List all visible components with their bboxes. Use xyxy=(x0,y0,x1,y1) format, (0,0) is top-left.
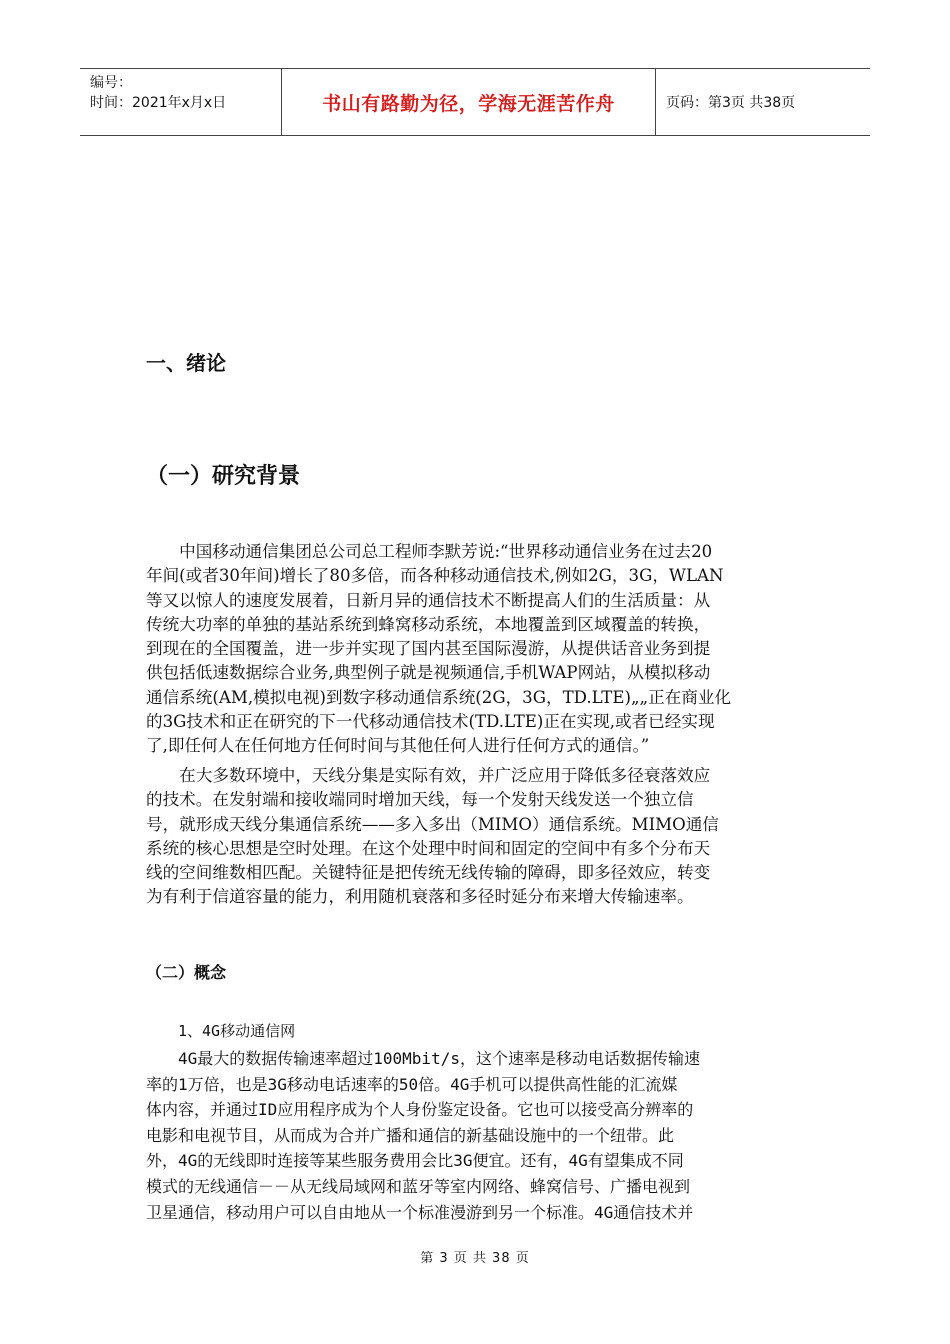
text-line: 年间(或者30年间)增长了80多倍，而各种移动通信技术,例如2G，3G，WLAN xyxy=(146,566,724,586)
header-motto: 书山有路勤为径，学海无涯苦作舟 xyxy=(322,92,615,115)
text-line: 为有利于信道容量的能力，利用随机衰落和多径时延分布来增大传输速率。 xyxy=(146,887,694,907)
text-line: 供包括低速数据综合业务,典型例子就是视频通信,手机WAP网站，从模拟移动 xyxy=(146,663,711,683)
text-line: 等又以惊人的速度发展着，日新月异的通信技术不断提高人们的生活质量：从 xyxy=(146,590,711,610)
header-number: 编号： xyxy=(90,75,132,91)
paragraph-4g xyxy=(146,1046,806,1225)
text-line: 通信系统(AM,模拟电视)到数字移动通信系统(2G，3G，TD.LTE)„„正在商业化 xyxy=(146,687,732,707)
subheading-4g-network: 1、4G移动通信网 xyxy=(178,1022,296,1040)
text-line: 在大多数环境中，天线分集是实际有效，并广泛应用于降低多径衰落效应 xyxy=(146,766,711,785)
text-line: 的技术。在发射端和接收端同时增加天线，每一个发射天线发送一个独立信 xyxy=(146,790,694,810)
header-date: 时间：2021年x月x日 xyxy=(90,95,227,111)
header-meta xyxy=(80,69,282,135)
text-line: 中国移动通信集团总公司总工程师李默芳说:“世界移动通信业务在过去20 xyxy=(146,542,713,561)
text-line: 到现在的全国覆盖，进一步并实现了国内甚至国际漫游，从提供话音业务到提 xyxy=(146,639,711,659)
text-line: 了,即任何人在任何地方任何时间与其他任何人进行任何方式的通信。” xyxy=(146,736,650,756)
page-header xyxy=(80,68,870,136)
paragraph-background-2 xyxy=(146,764,806,910)
text-line: 号，就形成天线分集通信系统——多入多出（MIMO）通信系统。MIMO通信 xyxy=(146,814,719,834)
text-line: 模式的无线通信－－从无线局域网和蓝牙等室内网络、蜂窝信号、广播电视到 xyxy=(146,1176,691,1196)
paragraph-background-1 xyxy=(146,540,806,759)
header-motto-cell xyxy=(282,69,656,135)
text-line: 外，4G的无线即时连接等某些服务费用会比3G便宜。还有，4G有望集成不同 xyxy=(146,1151,684,1171)
text-line: 电影和电视节目，从而成为合并广播和通信的新基础设施中的一个纽带。此 xyxy=(146,1125,675,1145)
text-line: 率的1万倍，也是3G移动电话速率的50倍。4G手机可以提供高性能的汇流媒 xyxy=(146,1074,678,1094)
heading-concept: （二）概念 xyxy=(146,963,227,982)
text-line: 体内容，并通过ID应用程序成为个人身份鉴定设备。它也可以接受高分辨率的 xyxy=(146,1100,694,1120)
heading-introduction: 一、绪论 xyxy=(146,351,226,375)
header-page-info: 页码：第3页 共38页 xyxy=(666,95,796,111)
text-line: 传统大功率的单独的基站系统到蜂窝移动系统，本地覆盖到区域覆盖的转换， xyxy=(146,614,711,634)
text-line: 4G最大的数据传输速率超过100Mbit/s，这个速率是移动电话数据传输速 xyxy=(146,1049,700,1068)
text-line: 系统的核心思想是空时处理。在这个处理中时间和固定的空间中有多个分布天 xyxy=(146,838,711,858)
text-line: 的3G技术和正在研究的下一代移动通信技术(TD.LTE)正在实现,或者已经实现 xyxy=(146,712,715,732)
text-line: 线的空间维数相匹配。关键特征是把传统无线传输的障碍，即多径效应，转变 xyxy=(146,863,711,883)
heading-research-background: （一）研究背景 xyxy=(146,464,301,489)
page-footer: 第 3 页 共 38 页 xyxy=(420,1251,530,1266)
text-line: 卫星通信，移动用户可以自由地从一个标准漫游到另一个标准。4G通信技术并 xyxy=(146,1202,694,1222)
